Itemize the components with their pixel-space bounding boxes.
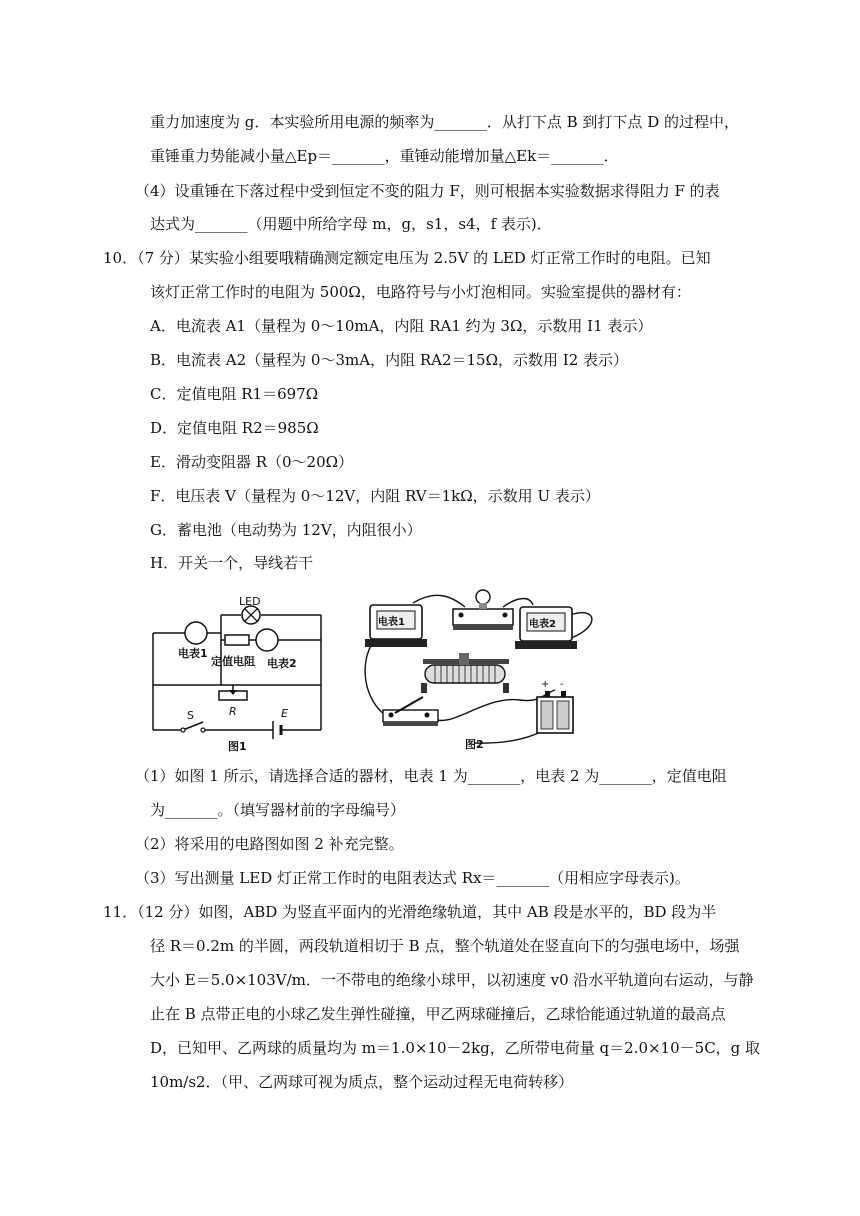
q9-text-line-2: 重锤重力势能减小量△Ep＝_______，重锤动能增加量△Ek＝_______．: [150, 147, 619, 165]
q10-sub1-line-2: 为_______。（填写器材前的字母编号）: [150, 801, 406, 819]
fig1-battery-label: E: [281, 707, 288, 720]
q11-stem-line-2: 径 R＝0.2m 的半圆，两段轨道相切于 B 点，整个轨道处在竖直向下的匀强电场中，场强: [150, 937, 740, 955]
figure-1-circuit: [145, 595, 335, 755]
q10-stem-line-2: 该灯正常工作时的电阻为 500Ω，电路符号与小灯泡相同。实验室提供的器材有：: [150, 283, 691, 301]
q10-stem-line-1: 10．（7 分）某实验小组要哦精确测定额定电压为 2.5V 的 LED 灯正常工作时的电阻。已知: [103, 249, 711, 267]
fig2-caption: 图2: [465, 738, 484, 751]
q9-text-line-1: 重力加速度为 g．本实验所用电源的频率为_______．从打下点 B 到打下点 D 的过程中，: [150, 113, 739, 131]
q10-option-g: G．蓄电池（电动势为 12V，内阻很小）: [150, 521, 422, 539]
fig2-meter1-label: 电表1: [378, 617, 405, 628]
fig1-resistor-label: 定值电阻: [211, 655, 255, 668]
q10-option-h: H．开关一个，导线若干: [150, 554, 314, 572]
q11-stem-line-6: 10m/s2．（甲、乙两球可视为质点，整个运动过程无电荷转移）: [150, 1073, 574, 1091]
fixed-resistor-symbol: [225, 635, 249, 645]
fig1-meter2-label: 电表2: [267, 657, 297, 670]
q10-option-a: A．电流表 A1（量程为 0～10mA，内阻 RA1 约为 3Ω，示数用 I1 表示）: [150, 317, 653, 335]
q11-stem-line-3: 大小 E＝5.0×103V/m．一不带电的绝缘小球甲，以初速度 v0 沿水平轨道向右运动，与静: [150, 971, 754, 989]
q9-sub4-line-2: 达式为_______（用题中所给字母 m，g，s1，s4，f 表示)．: [150, 215, 552, 233]
q11-stem-line-5: D，已知甲、乙两球的质量均为 m＝1.0×10－2kg，乙所带电荷量 q＝2.0×10－5C，g 取: [150, 1039, 761, 1057]
q11-stem-line-1: 11．（12 分）如图，ABD 为竖直平面内的光滑绝缘轨道，其中 AB 段是水平的，BD 段为半: [103, 903, 717, 921]
fig1-meter1-label: 电表1: [178, 647, 208, 660]
figure-2-apparatus: [355, 585, 605, 755]
q9-sub4-line-1: （4）设重锤在下落过程中受到恒定不变的阻力 F，则可根据本实验数据求得阻力 F 的表: [135, 182, 720, 200]
fig2-meter2-label: 电表2: [529, 619, 556, 630]
switch-device: [383, 697, 438, 726]
q10-option-f: F．电压表 V（量程为 0～12V，内阻 RV＝1kΩ，示数用 U 表示）: [150, 487, 600, 505]
fig1-switch-label: S: [187, 709, 194, 722]
battery-device: [537, 691, 573, 733]
q10-option-e: E．滑动变阻器 R（0～20Ω）: [150, 453, 354, 471]
fig2-battery-plus: +: [541, 679, 550, 690]
led-lamp-board: [453, 590, 513, 630]
meter-2-symbol: [256, 629, 278, 651]
fig1-caption: 图1: [228, 740, 247, 753]
q10-option-b: B．电流表 A2（量程为 0～3mA，内阻 RA2＝15Ω，示数用 I2 表示）: [150, 351, 629, 369]
fig1-rheostat-label: R: [229, 705, 237, 718]
fig1-led-label: LED: [239, 595, 261, 608]
fig2-battery-minus: -: [560, 679, 564, 690]
q10-sub3: （3）写出测量 LED 灯正常工作时的电阻表达式 Rx＝_______（用相应字母表示)。: [135, 869, 690, 887]
q10-sub2: （2）将采用的电路图如图 2 补充完整。: [135, 835, 404, 853]
rheostat-device: [421, 653, 509, 693]
q10-option-d: D．定值电阻 R2＝985Ω: [150, 419, 319, 437]
q10-option-c: C．定值电阻 R1＝697Ω: [150, 385, 319, 403]
meter-1-symbol: [185, 622, 207, 644]
q10-sub1-line-1: （1）如图 1 所示，请选择合适的器材，电表 1 为_______，电表 2 为_______，定值电阻: [135, 767, 727, 785]
q11-stem-line-4: 止在 B 点带正电的小球乙发生弹性碰撞，甲乙两球碰撞后，乙球恰能通过轨道的最高点: [150, 1005, 726, 1023]
